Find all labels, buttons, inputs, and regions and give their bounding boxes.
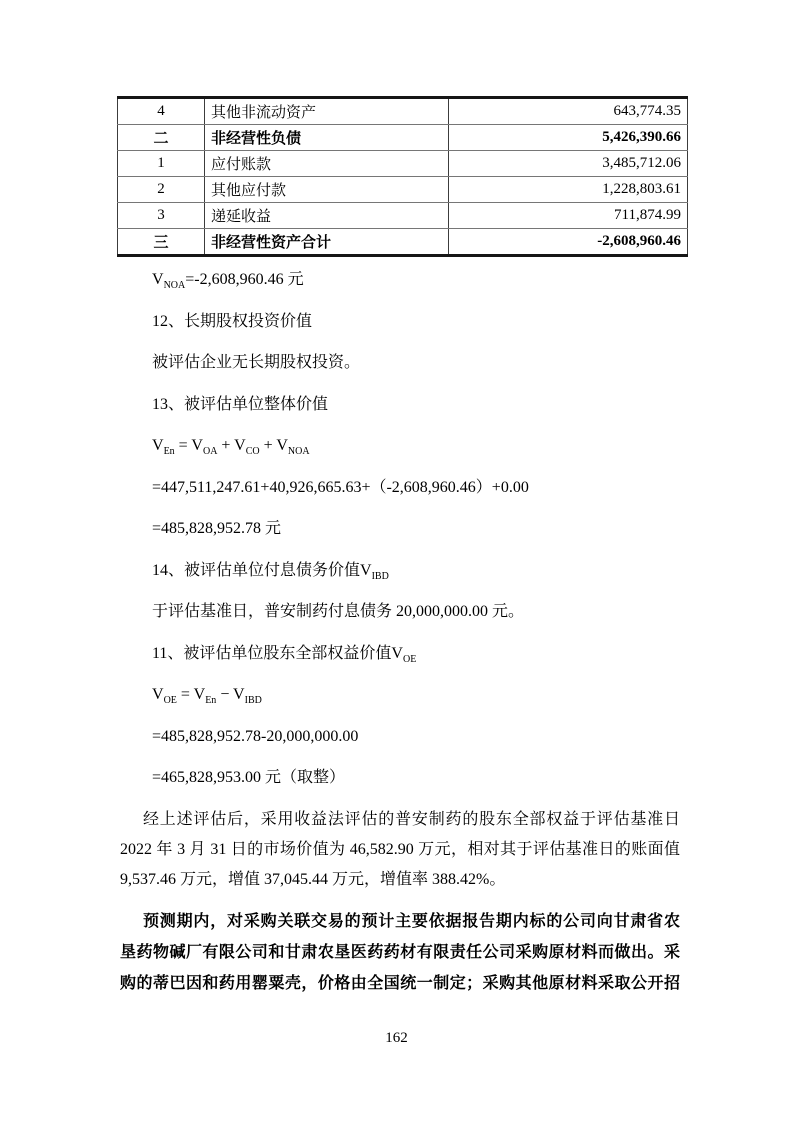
nonoperating-items-table — [117, 96, 688, 257]
table-row — [118, 151, 688, 177]
table-row — [118, 203, 688, 229]
item-value: -2,608,960.46 — [449, 229, 688, 256]
row-index: 4 — [118, 98, 205, 125]
voe-formula-line: $V_{OE} = V_{En} - V_{IBD}$ — [152, 686, 262, 707]
ibd-amount-line: 于评估基准日，普安制药付息债务 20,000,000.00 元。 — [152, 603, 525, 620]
table-row — [118, 125, 688, 151]
item-name: 非经营性资产合计 — [205, 229, 449, 256]
item-name: 递延收益 — [205, 203, 449, 229]
heading-14-ibd-value: 14、被评估单位付息债务价值$V_{IBD}$ — [152, 561, 389, 582]
paragraph-line: 垦药物碱厂有限公司和甘肃农垦医药药材有限责任公司采购原材料而做出。采 — [120, 944, 680, 961]
paragraph-line: 2022 年 3 月 31 日的市场价值为 46,582.90 万元，相对其于评估基准日的账面值 — [120, 841, 680, 858]
table-row — [118, 98, 688, 125]
row-index: 3 — [118, 203, 205, 229]
item-value: 711,874.99 — [449, 203, 688, 229]
forecast-purchase-paragraph — [120, 906, 680, 999]
ven-formula-line: $V_{En} = V_{OA} + V_{CO} + V_{NOA}$ — [152, 437, 310, 458]
ven-result-line: =485,828,952.78 元 — [152, 520, 282, 537]
heading-12-long-term-equity: 12、长期股权投资价值 — [152, 312, 313, 330]
vnoa-result-line: $V_{NOA}=-2,608,960.46$ 元 — [152, 271, 304, 292]
row-index: 2 — [118, 177, 205, 203]
item-value: 643,774.35 — [449, 98, 688, 125]
paragraph-line: 经上述评估后，采用收益法评估的普安制药的股东全部权益于评估基准日 — [143, 811, 680, 828]
item-value: 1,228,803.61 — [449, 177, 688, 203]
item-value: 3,485,712.06 — [449, 151, 688, 177]
item-name: 应付账款 — [205, 151, 449, 177]
item-name: 其他非流动资产 — [205, 98, 449, 125]
voe-result-line: =465,828,953.00 元（取整） — [152, 769, 346, 786]
page-number: 162 — [385, 1030, 408, 1046]
paragraph-line: 预测期内，对采购关联交易的预计主要依据报告期内标的公司向甘肃省农 — [143, 913, 680, 930]
paragraph-line: 购的蒂巴因和药用罂粟壳，价格由全国统一制定；采购其他原材料采取公开招 — [120, 975, 680, 992]
item-name: 非经营性负债 — [205, 125, 449, 151]
item-name: 其他应付款 — [205, 177, 449, 203]
ven-calculation-line: =447,511,247.61+40,926,665.63+（-2,608,960.46）+0.00 — [152, 478, 529, 496]
table-row — [118, 177, 688, 203]
paragraph-line: 9,537.46 万元，增值 37,045.44 万元，增值率 388.42%。 — [120, 871, 506, 888]
heading-13-enterprise-value: 13、被评估单位整体价值 — [152, 395, 329, 413]
row-index: 三 — [118, 229, 205, 256]
row-index: 二 — [118, 125, 205, 151]
heading-11-equity-value: 11、被评估单位股东全部权益价值$V_{OE}$ — [152, 644, 417, 665]
item-value: 5,426,390.66 — [449, 125, 688, 151]
valuation-summary-paragraph — [120, 805, 680, 895]
voe-calculation-line: =485,828,952.78-20,000,000.00 — [152, 727, 359, 745]
page-body-text — [120, 252, 680, 999]
row-index: 1 — [118, 151, 205, 177]
no-lt-investment-line: 被评估企业无长期股权投资。 — [152, 354, 361, 371]
